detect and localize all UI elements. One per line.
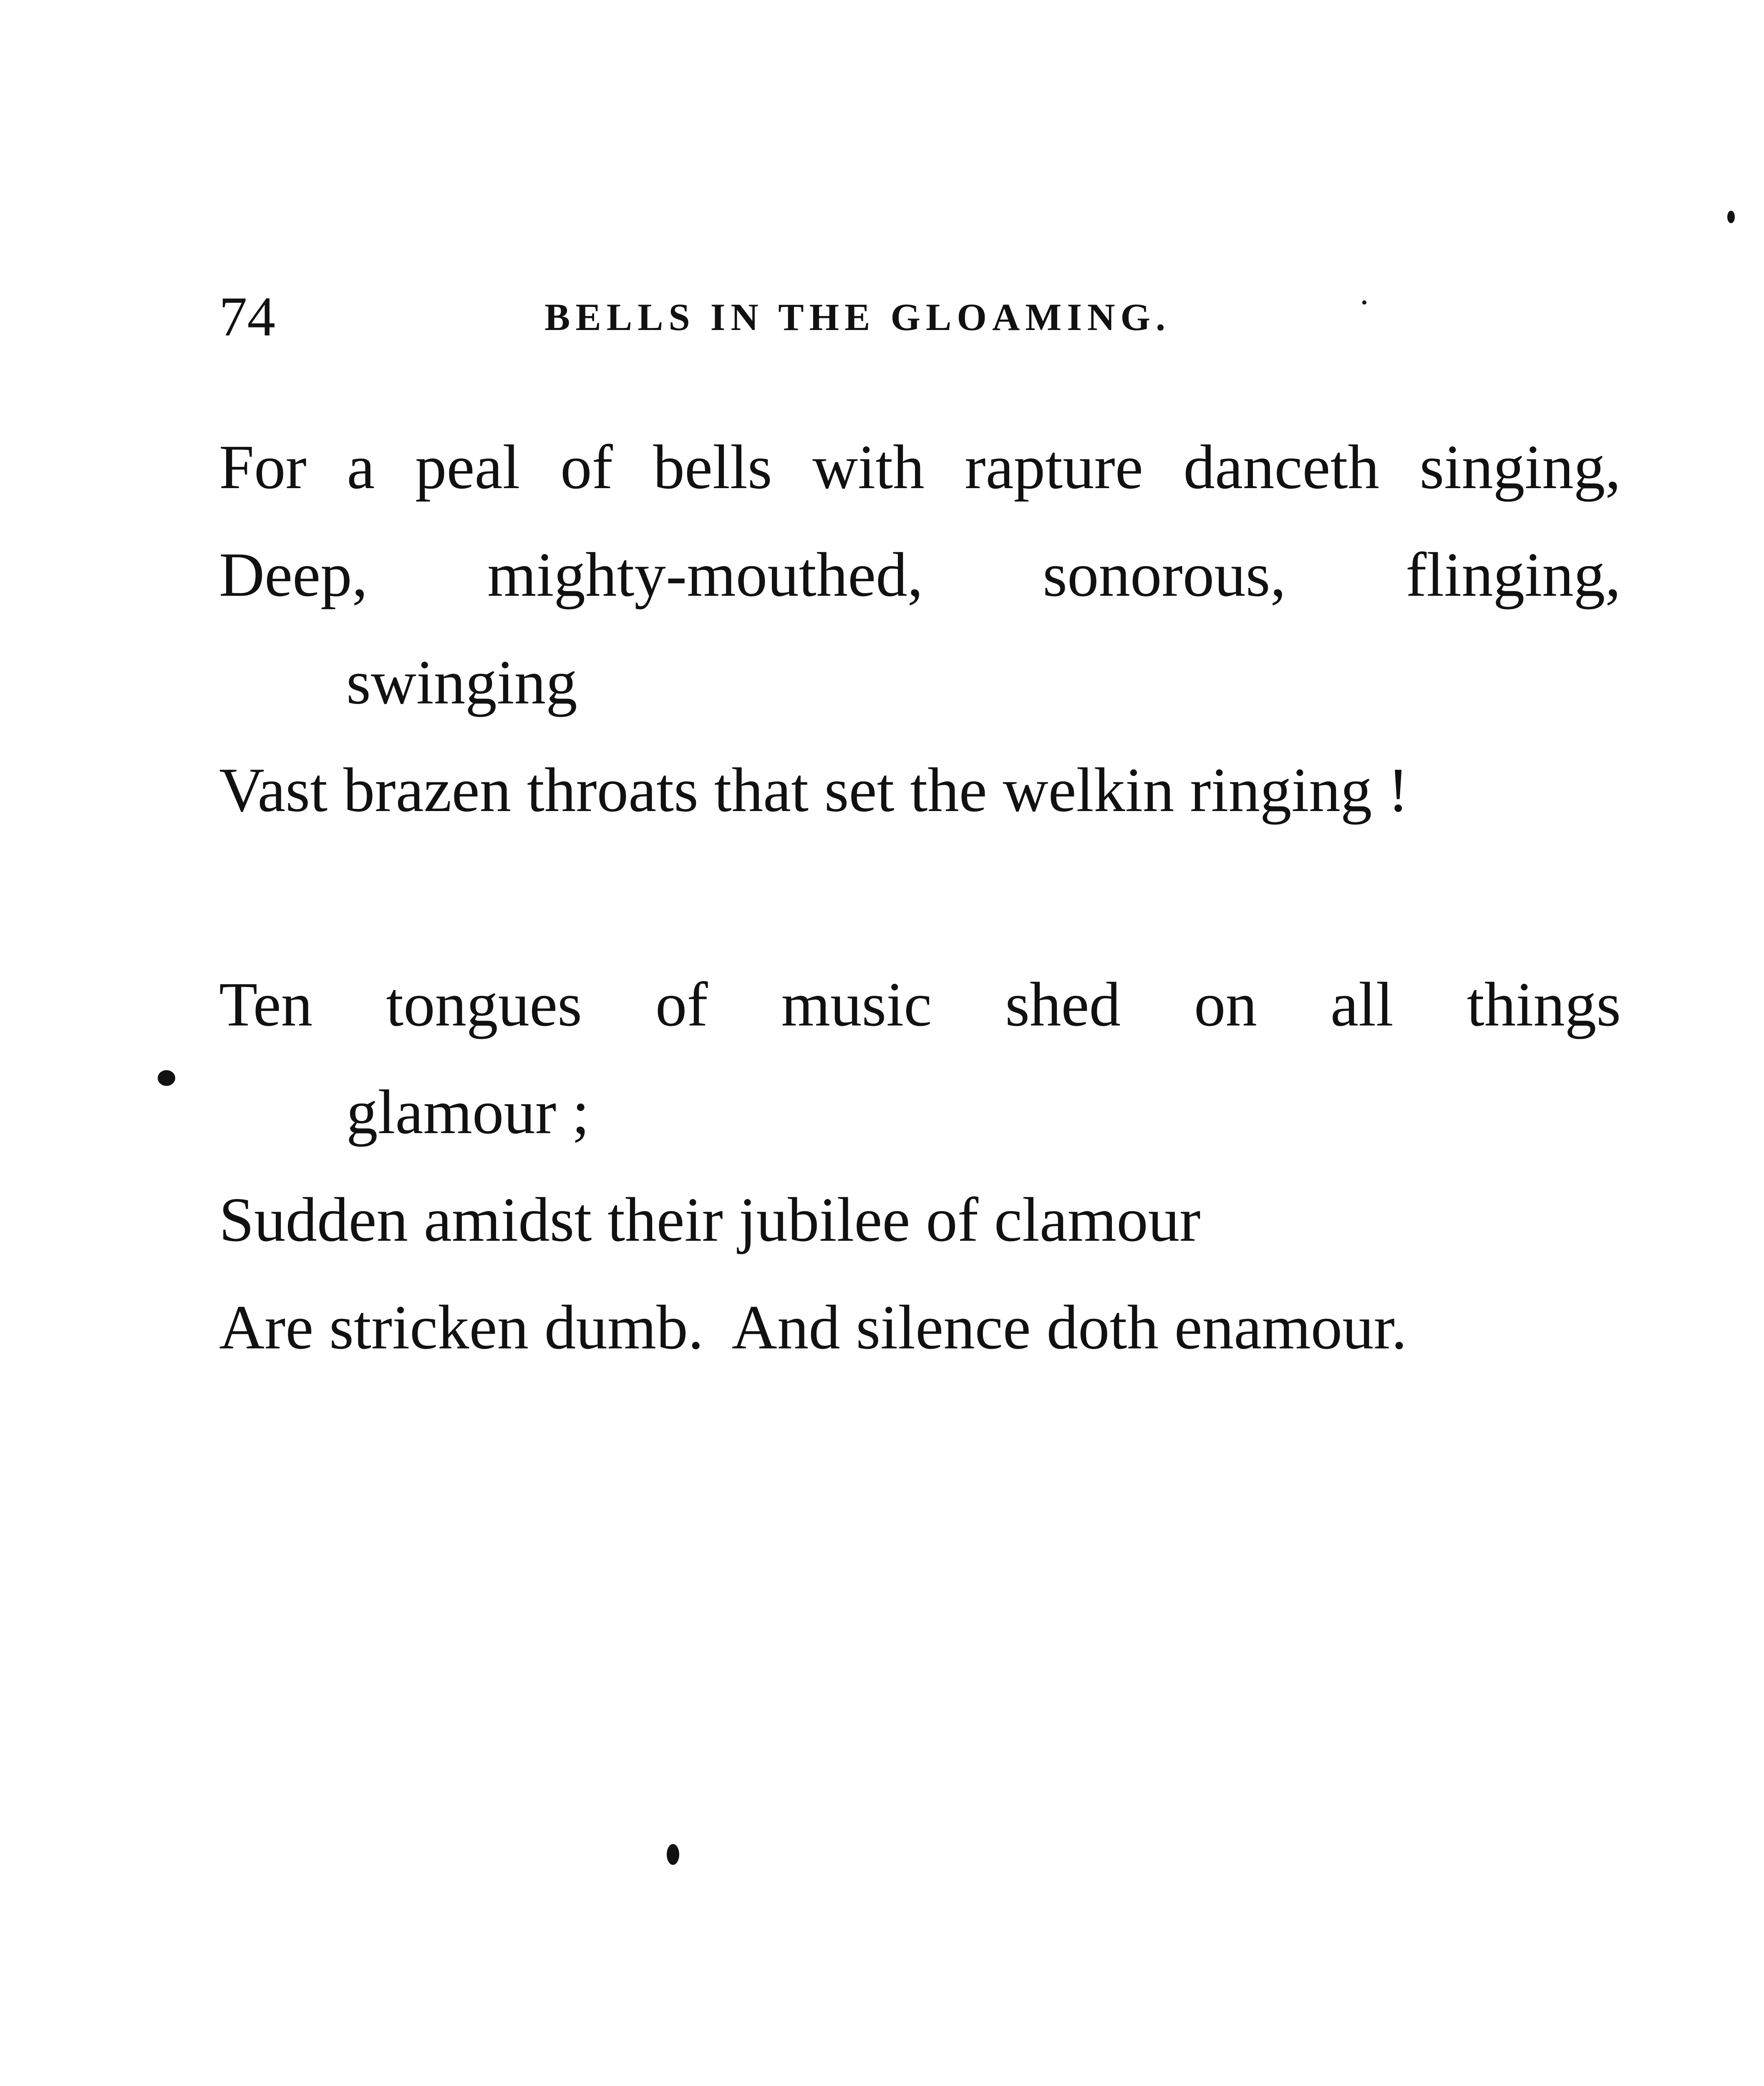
poem-line-continuation: glamour ; <box>346 1077 590 1147</box>
ink-speck <box>667 1844 679 1865</box>
poem-line-continuation: swinging <box>346 647 577 717</box>
ink-speck <box>158 1070 175 1086</box>
stanza-break <box>219 844 1621 950</box>
ink-speck <box>1727 211 1735 223</box>
ink-speck <box>1362 300 1366 305</box>
poem-line: Deep, mighty-mouthed, sonorous, flinging, <box>219 539 1621 610</box>
poem-line: For a peal of bells with rapture danceth singing, <box>219 432 1621 502</box>
running-head <box>219 275 1387 359</box>
poem <box>219 413 1621 1381</box>
page-number: 74 <box>219 286 275 348</box>
poem-line: Ten tongues of music shed on all things <box>219 969 1621 1039</box>
poem-line: Are stricken dumb. And silence doth enamour. <box>219 1292 1407 1362</box>
poem-line: Vast brazen throats that set the welkin ringing ! <box>219 755 1409 825</box>
poem-line: Sudden amidst their jubilee of clamour <box>219 1184 1201 1255</box>
running-title: BELLS IN THE GLOAMING. <box>544 296 1171 338</box>
